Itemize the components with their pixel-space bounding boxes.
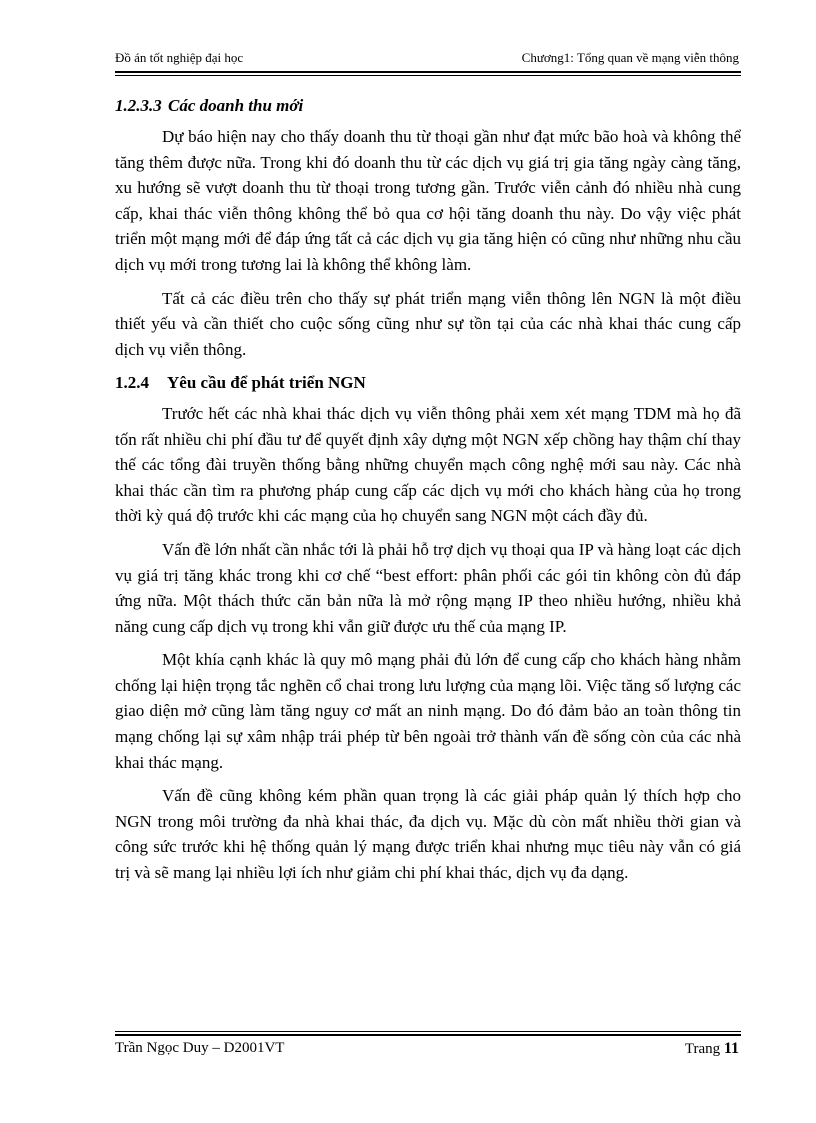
footer-author: Trần Ngọc Duy – D2001VT (115, 1040, 285, 1056)
page-body (115, 93, 741, 894)
footer-divider (115, 1034, 741, 1036)
header-divider-thin (115, 75, 741, 76)
subsection-title: Yêu cầu để phát triển NGN (167, 373, 366, 393)
subsection-number: 1.2.4 (115, 373, 149, 393)
page-header (115, 50, 741, 68)
section-heading (115, 93, 741, 119)
page-footer (115, 1040, 741, 1062)
paragraph: Trước hết các nhà khai thác dịch vụ viễn thông phải xem xét mạng TDM mà họ đã tốn rất nhiều chi phí đầu tư để quyết định xây dựng một NGN xếp chồng hay thậm chí thay thế các tổng đài truyền thống bằng những chuyển mạch công nghệ mới sau này. Các nhà khai thác cần tìm ra phương pháp cung cấp các dịch vụ mới cho khách hàng của họ trong thời kỳ quá độ trước khi các mạng của họ chuyển sang NGN một cách đầy đủ. (115, 403, 741, 526)
page-label: Trang (684, 1041, 721, 1057)
footer-divider-thin (115, 1031, 741, 1032)
section-number: 1.2.3.3 (115, 96, 162, 115)
section-title: Các doanh thu mới (168, 96, 304, 115)
header-chapter-title: Chương1: Tổng quan về mạng viễn thông (521, 50, 739, 65)
paragraph: Một khía cạnh khác là quy mô mạng phải đủ lớn để cung cấp cho khách hàng nhằm chống lại hiện trọng tắc nghẽn cổ chai trong lưu lượng của mạng lõi. Việc tăng số lượng các giao diện mở cũng làm tăng nguy cơ mất an ninh mạng. Do đó đảm bảo an toàn thông tin mạng chống lại sự xâm nhập trái phép từ bên ngoài trở thành vấn đề sống còn của các nhà khai thác mạng. (115, 650, 741, 772)
paragraph: Dự báo hiện nay cho thấy doanh thu từ thoại gần như đạt mức bão hoà và không thể tăng thêm được nữa. Trong khi đó doanh thu từ các dịch vụ giá trị gia tăng ngày càng tăng, xu hướng sẽ vượt doanh thu từ thoại trong tương gần. Trước viễn cảnh đó nhiều nhà cung cấp, khai thác viễn thông không thể bỏ qua cơ hội tăng doanh thu này. Do vậy việc phát triển một mạng mới để đáp ứng tất cả các dịch vụ gia tăng hiện có cũng như những nhu cầu dịch vụ mới trong tương lai là không thể không làm. (115, 127, 741, 274)
subsection-heading (115, 370, 741, 396)
header-document-title: Đồ án tốt nghiệp đại học (115, 50, 244, 65)
footer-page-indicator (685, 1040, 739, 1058)
paragraph: Tất cả các điều trên cho thấy sự phát triển mạng viễn thông lên NGN là một điều thiết yếu và cần thiết cho cuộc sống cũng như sự tồn tại của các nhà khai thác cung cấp dịch vụ viễn thông. (115, 288, 741, 359)
header-divider (115, 71, 741, 73)
paragraph: Vấn đề lớn nhất cần nhắc tới là phải hỗ trợ dịch vụ thoại qua IP và hàng loạt các dịch vụ giá trị tăng khác trong khi cơ chế “best effort: phân phối các gói tin không còn đủ đáp ứng nữa. Một thách thức căn bản nữa là mở rộng mạng IP theo nhiều hướng, nhiều khả năng cung cấp dịch vụ trong khi vẫn giữ được ưu thế của mạng IP. (115, 539, 741, 636)
page-number: 11 (723, 1040, 739, 1057)
paragraph: Vấn đề cũng không kém phần quan trọng là các giải pháp quản lý thích hợp cho NGN trong môi trường đa nhà khai thác, đa dịch vụ. Mặc dù còn mất nhiều thời gian và công sức trước khi hệ thống quản lý mạng được triển khai nhưng mục tiêu này vẫn có giá trị và sẽ mang lại nhiều lợi ích như giảm chi phí khai thác, dịch vụ đa dạng. (115, 786, 741, 883)
